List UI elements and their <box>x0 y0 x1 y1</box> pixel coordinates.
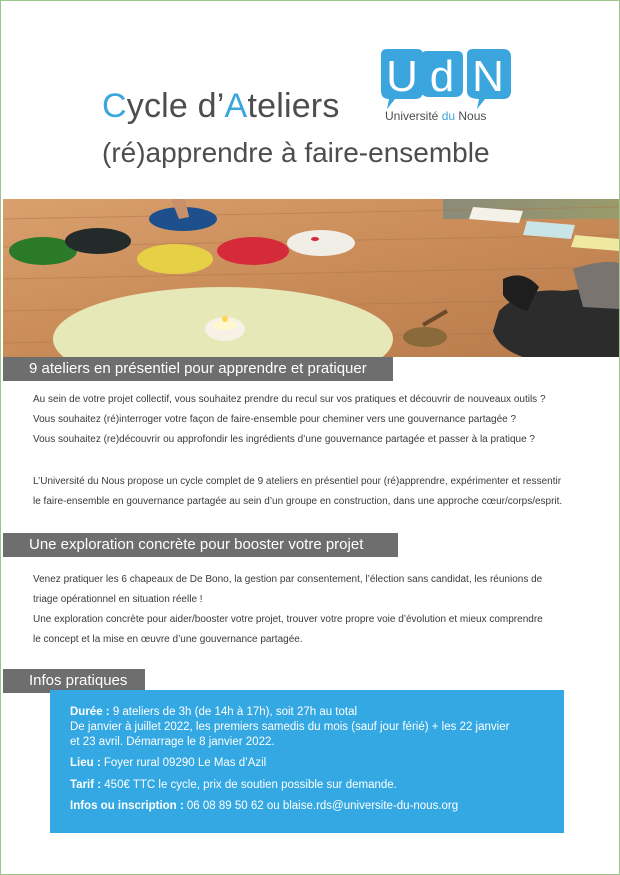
logo-letter-n: N <box>472 52 504 101</box>
duree-line-2: De janvier à juillet 2022, les premiers samedis du mois (sauf jour férié) + les 22 janvier <box>70 721 510 733</box>
section-exploration-text <box>33 570 573 650</box>
paragraph-line: L’Université du Nous propose un cycle complet de 9 ateliers en présentiel pour (ré)apprendre, expérimenter et ressentir <box>33 476 562 487</box>
paragraph-line: triage opérationnel en situation réelle ! <box>33 594 203 605</box>
paragraph-line: Une exploration concrète pour aider/booster votre projet, trouver votre propre voie d’évolution et mieux comprendre <box>33 614 543 625</box>
infos-pratiques-box <box>50 690 564 833</box>
paragraph-line: le concept et la mise en œuvre d’une gouvernance partagée. <box>33 634 303 645</box>
title-initial-c: C <box>102 87 127 125</box>
duree-line-3: et 23 avril. Démarrage le 8 janvier 2022. <box>70 736 275 748</box>
logo-letter-d: d <box>429 52 455 101</box>
duree-label: Durée : <box>70 706 110 718</box>
page-subtitle: (ré)apprendre à faire-ensemble <box>102 137 490 168</box>
logo-letter-u: U <box>386 52 418 101</box>
infos-label: Infos ou inscription : <box>70 800 184 812</box>
section-ateliers-intro <box>33 390 573 450</box>
workshop-photo <box>3 199 619 357</box>
infos-line <box>70 800 458 812</box>
logo-tagline: Université du Nous <box>385 109 487 123</box>
title-initial-a: A <box>224 87 248 125</box>
page-title <box>102 87 340 126</box>
title-part-teliers: teliers <box>247 87 340 125</box>
paragraph-line: Au sein de votre projet collectif, vous souhaitez prendre du recul sur vos pratiques et découvrir de nouveaux outils ? <box>33 394 546 405</box>
paragraph-line: Vous souhaitez (ré)interroger votre façon de faire-ensemble pour cheminer vers une gouvernance partagée ? <box>33 414 517 425</box>
section-ateliers-description <box>33 472 573 512</box>
contact-info: 06 08 89 50 62 ou blaise.rds@universite-du-nous.org <box>183 800 459 812</box>
tarif-label: Tarif : <box>70 779 102 791</box>
tarif-line: Tarif : 450€ TTC le cycle, prix de soutien possible sur demande. <box>70 779 397 791</box>
section-heading-exploration: Une exploration concrète pour booster votre projet <box>3 533 398 557</box>
lieu-line: Lieu : Foyer rural 09290 Le Mas d’Azil <box>70 757 267 769</box>
section-heading-infos: Infos pratiques <box>3 669 145 693</box>
paragraph-line: le faire-ensemble en gouvernance partagée au sein d’un groupe en construction, dans une approche cœur/corps/esprit. <box>33 496 563 507</box>
duree-line-1: Durée : 9 ateliers de 3h (de 14h à 17h), soit 27h au total <box>70 706 358 718</box>
lieu-label: Lieu : <box>70 757 101 769</box>
title-part-ycle: ycle d’ <box>126 87 225 125</box>
paragraph-line: Venez pratiquer les 6 chapeaux de De Bono, la gestion par consentement, l’élection sans candidat, les réunions de <box>33 574 543 585</box>
paragraph-line: Vous souhaitez (re)découvrir ou approfondir les ingrédients d’une gouvernance partagée et passer à la pratique ? <box>33 434 535 445</box>
section-heading-ateliers: 9 ateliers en présentiel pour apprendre et pratiquer <box>3 357 393 381</box>
